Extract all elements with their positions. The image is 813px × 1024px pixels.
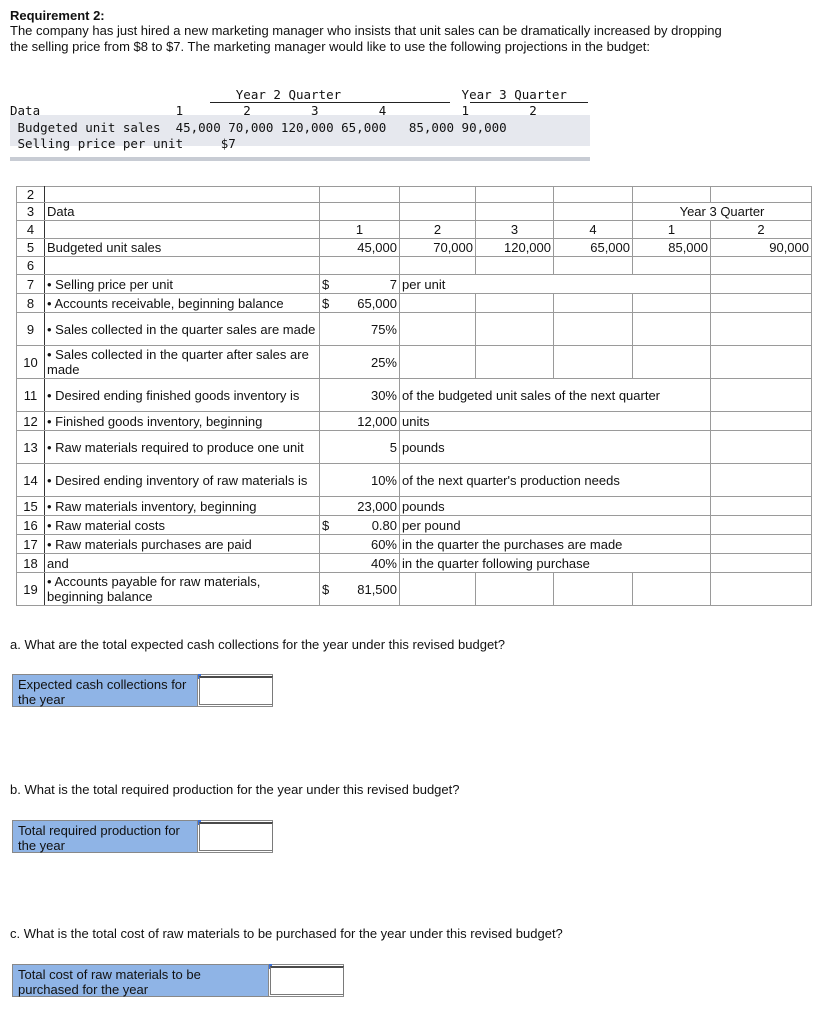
assumption-value-cell bbox=[320, 516, 400, 535]
sheet-cell bbox=[633, 187, 711, 203]
row-number: 4 bbox=[17, 221, 45, 239]
answer-box-c bbox=[12, 964, 344, 997]
sheet-cell bbox=[320, 203, 400, 221]
assumption-note bbox=[400, 294, 476, 313]
sheet-cell bbox=[476, 573, 554, 606]
sheet-cell bbox=[711, 412, 812, 431]
sheet-cell bbox=[711, 535, 812, 554]
sheet-cell bbox=[400, 203, 476, 221]
budgeted-sales-label: Budgeted unit sales bbox=[45, 239, 320, 257]
sheet-cell bbox=[476, 294, 554, 313]
quarter-header: 2 bbox=[711, 221, 812, 239]
assumption-label: • Sales collected in the quarter after sales are made bbox=[45, 346, 320, 379]
sheet-cell bbox=[476, 313, 554, 346]
assumption-label: and bbox=[45, 554, 320, 573]
summary-budgeted-sales: Budgeted unit sales 45,000 70,000 120,000 65,000 85,000 90,000 bbox=[10, 120, 507, 135]
quarter-header: 3 bbox=[476, 221, 554, 239]
sheet-cell bbox=[711, 464, 812, 497]
assumption-value: 75% bbox=[370, 321, 397, 337]
assumption-value-cell bbox=[320, 412, 400, 431]
sheet-row bbox=[17, 516, 812, 535]
assumption-value: 81,500 bbox=[357, 581, 397, 597]
budgeted-sales-value: 90,000 bbox=[711, 239, 812, 257]
assumption-label: • Raw material costs bbox=[45, 516, 320, 535]
answer-box-b bbox=[12, 820, 273, 853]
row-number: 2 bbox=[17, 187, 45, 203]
sheet-cell bbox=[476, 257, 554, 275]
assumption-label: • Raw materials required to produce one unit bbox=[45, 431, 320, 464]
sheet-row bbox=[17, 431, 812, 464]
sheet-row bbox=[17, 379, 812, 412]
row-number: 9 bbox=[17, 313, 45, 346]
assumption-note: of the next quarter's production needs bbox=[400, 464, 711, 497]
sheet-cell bbox=[711, 313, 812, 346]
sheet-cell bbox=[476, 203, 554, 221]
sheet-cell bbox=[633, 313, 711, 346]
sheet-row bbox=[17, 535, 812, 554]
sheet-row bbox=[17, 313, 812, 346]
sheet-cell bbox=[711, 346, 812, 379]
sheet-cell bbox=[554, 573, 633, 606]
assumption-value-cell bbox=[320, 379, 400, 412]
answer-label-a: Expected cash collections for the year bbox=[13, 675, 198, 706]
sheet-row bbox=[17, 554, 812, 573]
raw-materials-cost-input[interactable] bbox=[270, 966, 344, 995]
assumption-note: per pound bbox=[400, 516, 711, 535]
row-number: 12 bbox=[17, 412, 45, 431]
requirement-description: The company has just hired a new marketing manager who insists that unit sales can be dramatically increased by dropping the selling price from $8 to $7. The marketing manager would like to use the following projections in the budget: bbox=[10, 23, 722, 54]
row-number: 18 bbox=[17, 554, 45, 573]
sheet-cell bbox=[711, 257, 812, 275]
assumption-value-cell bbox=[320, 464, 400, 497]
sheet-cell bbox=[633, 294, 711, 313]
sheet-cell bbox=[320, 187, 400, 203]
row-number: 14 bbox=[17, 464, 45, 497]
summary-block bbox=[10, 87, 590, 163]
assumption-value-cell bbox=[320, 313, 400, 346]
sheet-row bbox=[17, 239, 812, 257]
assumption-label: • Accounts receivable, beginning balance bbox=[45, 294, 320, 313]
question-a: a. What are the total expected cash collections for the year under this revised budget? bbox=[10, 637, 506, 652]
requirement-title: Requirement 2: bbox=[10, 8, 105, 23]
sheet-cell bbox=[554, 257, 633, 275]
assumption-value-cell bbox=[320, 573, 400, 606]
sheet-cell bbox=[554, 203, 633, 221]
assumption-value: 5 bbox=[389, 439, 397, 455]
sheet-cell bbox=[476, 346, 554, 379]
sheet-cell bbox=[711, 516, 812, 535]
quarter-header: 4 bbox=[554, 221, 633, 239]
row-number: 13 bbox=[17, 431, 45, 464]
sheet-row bbox=[17, 187, 812, 203]
assumption-value: 30% bbox=[370, 387, 397, 403]
answer-label-c: Total cost of raw materials to be purchased for the year bbox=[13, 965, 269, 996]
sheet-row bbox=[17, 294, 812, 313]
assumption-value: 60% bbox=[370, 536, 397, 552]
assumption-value: 40% bbox=[370, 555, 397, 571]
assumption-label: • Finished goods inventory, beginning bbox=[45, 412, 320, 431]
assumption-label: • Selling price per unit bbox=[45, 275, 320, 294]
assumption-value: 65,000 bbox=[357, 295, 397, 311]
assumption-label: • Desired ending finished goods inventory is bbox=[45, 379, 320, 412]
sheet-row bbox=[17, 221, 812, 239]
sheet-cell bbox=[633, 257, 711, 275]
assumption-value: 23,000 bbox=[357, 498, 397, 514]
assumption-value: 0.80 bbox=[371, 517, 397, 533]
sheet-cell bbox=[400, 257, 476, 275]
quarter-header: 2 bbox=[400, 221, 476, 239]
dollar-sign: $ bbox=[322, 517, 330, 533]
assumption-note bbox=[400, 573, 476, 606]
answer-label-b: Total required production for the year bbox=[13, 821, 198, 852]
assumption-value-cell bbox=[320, 497, 400, 516]
sheet-cell bbox=[476, 187, 554, 203]
data-spreadsheet bbox=[16, 186, 812, 606]
sheet-row bbox=[17, 497, 812, 516]
sheet-row bbox=[17, 464, 812, 497]
assumption-value: 25% bbox=[370, 354, 397, 370]
answer-box-a bbox=[12, 674, 273, 707]
sheet-cell bbox=[554, 346, 633, 379]
budgeted-sales-value: 65,000 bbox=[554, 239, 633, 257]
assumption-note: pounds bbox=[400, 497, 711, 516]
row-number: 3 bbox=[17, 203, 45, 221]
assumption-note bbox=[400, 346, 476, 379]
sheet-cell bbox=[554, 313, 633, 346]
assumption-value: 12,000 bbox=[357, 413, 397, 429]
required-production-input[interactable] bbox=[199, 822, 273, 851]
row-number: 17 bbox=[17, 535, 45, 554]
row-number: 16 bbox=[17, 516, 45, 535]
assumption-note bbox=[400, 313, 476, 346]
assumption-value-cell bbox=[320, 294, 400, 313]
assumption-note: units bbox=[400, 412, 711, 431]
row-number: 6 bbox=[17, 257, 45, 275]
sheet-cell bbox=[711, 294, 812, 313]
assumption-note: per unit bbox=[400, 275, 711, 294]
sheet-cell bbox=[711, 275, 812, 294]
row-number: 10 bbox=[17, 346, 45, 379]
budgeted-sales-value: 85,000 bbox=[633, 239, 711, 257]
sheet-cell bbox=[400, 187, 476, 203]
assumption-value-cell bbox=[320, 346, 400, 379]
dollar-sign: $ bbox=[322, 276, 330, 292]
sheet-cell bbox=[711, 497, 812, 516]
sheet-row bbox=[17, 275, 812, 294]
summary-selling-price: Selling price per unit $7 bbox=[10, 136, 236, 151]
sheet-cell bbox=[45, 257, 320, 275]
dollar-sign: $ bbox=[322, 295, 330, 311]
summary-year-headers: Year 2 Quarter Year 3 Quarter bbox=[10, 87, 567, 102]
budgeted-sales-value: 120,000 bbox=[476, 239, 554, 257]
row-number: 11 bbox=[17, 379, 45, 412]
quarter-header: 1 bbox=[633, 221, 711, 239]
year3-quarter-header: Year 3 Quarter bbox=[633, 203, 812, 221]
assumption-note: in the quarter the purchases are made bbox=[400, 535, 711, 554]
dollar-sign: $ bbox=[322, 581, 330, 597]
assumption-note: pounds bbox=[400, 431, 711, 464]
row-number: 8 bbox=[17, 294, 45, 313]
sheet-cell bbox=[711, 573, 812, 606]
assumption-value-cell bbox=[320, 535, 400, 554]
assumption-label: • Raw materials purchases are paid bbox=[45, 535, 320, 554]
sheet-cell bbox=[633, 346, 711, 379]
budgeted-sales-value: 70,000 bbox=[400, 239, 476, 257]
sheet-cell bbox=[45, 187, 320, 203]
quarter-header: 1 bbox=[320, 221, 400, 239]
assumption-label: • Accounts payable for raw materials, beginning balance bbox=[45, 573, 320, 606]
row-number: 7 bbox=[17, 275, 45, 294]
question-b: b. What is the total required production for the year under this revised budget? bbox=[10, 782, 460, 797]
summary-quarters: Data 1 2 3 4 1 2 bbox=[10, 103, 537, 118]
sheet-cell bbox=[633, 573, 711, 606]
budgeted-sales-value: 45,000 bbox=[320, 239, 400, 257]
sheet-cell bbox=[711, 431, 812, 464]
sheet-row bbox=[17, 257, 812, 275]
assumption-value-cell bbox=[320, 431, 400, 464]
sheet-cell bbox=[711, 554, 812, 573]
summary-divider bbox=[10, 157, 590, 161]
sheet-cell bbox=[320, 257, 400, 275]
sheet-cell bbox=[45, 221, 320, 239]
sheet-cell bbox=[554, 187, 633, 203]
sheet-row bbox=[17, 346, 812, 379]
row-number: 5 bbox=[17, 239, 45, 257]
sheet-cell bbox=[711, 379, 812, 412]
sheet-cell bbox=[554, 294, 633, 313]
sheet-cell bbox=[711, 187, 812, 203]
assumption-label: • Desired ending inventory of raw materials is bbox=[45, 464, 320, 497]
assumption-value: 10% bbox=[370, 472, 397, 488]
assumption-value-cell bbox=[320, 275, 400, 294]
assumption-note: of the budgeted unit sales of the next quarter bbox=[400, 379, 711, 412]
assumption-value: 7 bbox=[389, 276, 397, 292]
sheet-row bbox=[17, 203, 812, 221]
assumption-note: in the quarter following purchase bbox=[400, 554, 711, 573]
data-label: Data bbox=[45, 203, 320, 221]
sheet-row bbox=[17, 412, 812, 431]
row-number: 15 bbox=[17, 497, 45, 516]
assumption-label: • Sales collected in the quarter sales are made bbox=[45, 313, 320, 346]
assumption-label: • Raw materials inventory, beginning bbox=[45, 497, 320, 516]
assumption-value-cell bbox=[320, 554, 400, 573]
cash-collections-input[interactable] bbox=[199, 676, 273, 705]
row-number: 19 bbox=[17, 573, 45, 606]
sheet-row bbox=[17, 573, 812, 606]
question-c: c. What is the total cost of raw materials to be purchased for the year under this revised budget? bbox=[10, 926, 563, 941]
